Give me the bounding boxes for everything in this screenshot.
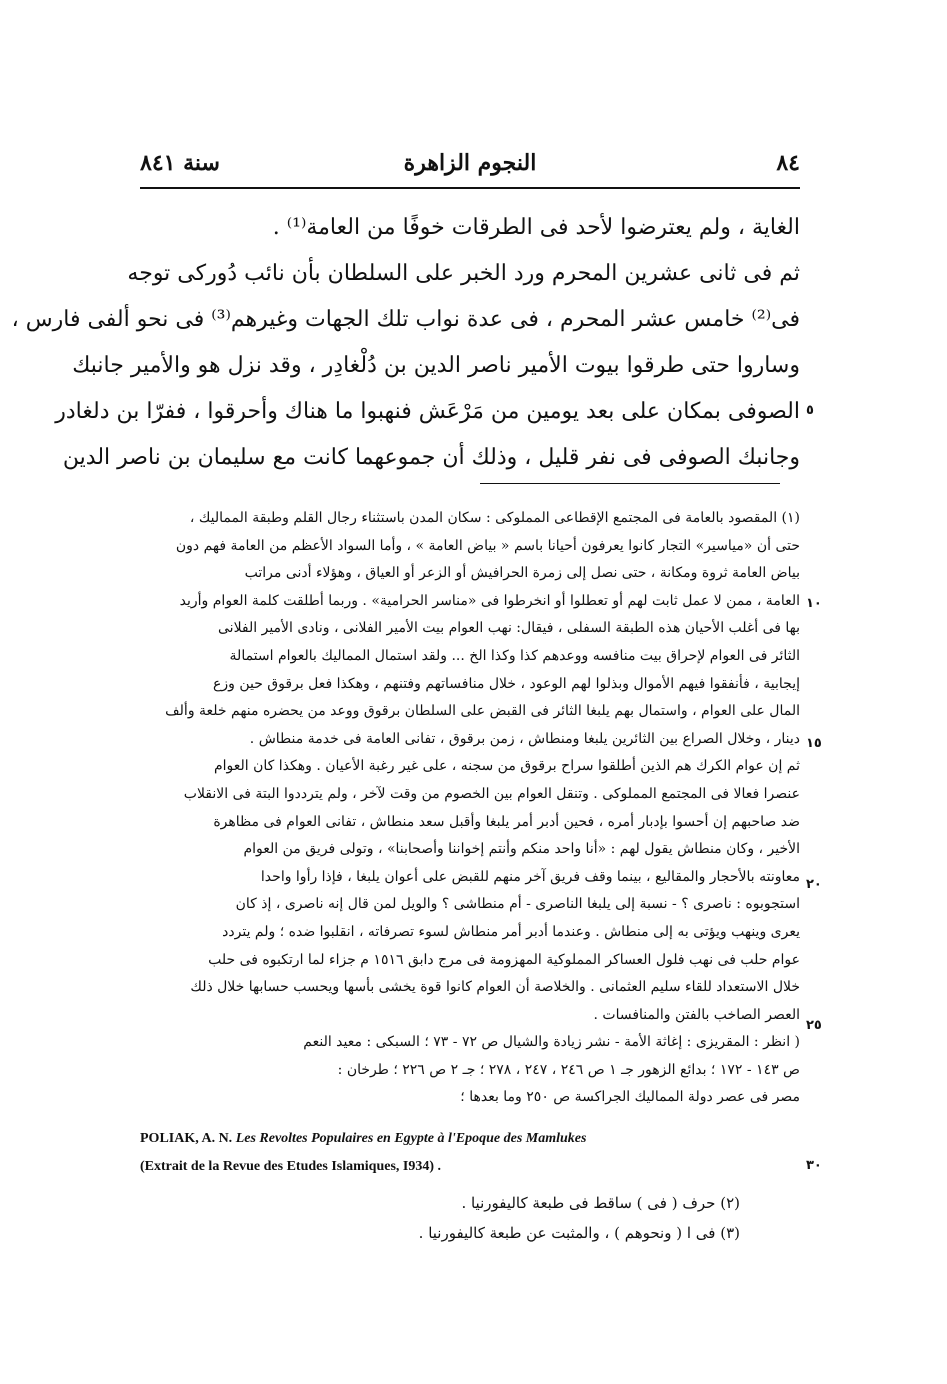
footnote-line: الثائر فى العوام لإحراق بيت منافسه ووعدهم كذا وكذا الخ ... ولقد استمال المماليك بالعوام استمالة	[229, 647, 800, 664]
footnote-line: ضد صاحبهم إن أحسوا بإدبار أمره ، فحين أدبر أمر يلبغا وأقبل سعد منطاش ، تفانى العوام فى مظاهرة	[213, 813, 800, 830]
text-line: الصوفى بمكان على بعد يومين من مَرْعَش فنهبوا ما هناك وأحرقوا ، ففرّا بن دلغادر	[55, 399, 800, 424]
text-line: ثم فى ثانى عشرين المحرم ورد الخبر على السلطان بأن نائب دُوركى توجه	[127, 261, 800, 286]
line-number: ٥	[806, 403, 814, 418]
line-number: ٣٠	[806, 1158, 822, 1173]
footnote-line: العامة ، ممن لا عمل ثابت لهم أو تعطلوا أو انخرطوا فى «مناسر الحرامية» . وربما أطلقت كلمة العوام وأريد	[179, 592, 800, 609]
latin-extract: (Extrait de la Revue des Etudes Islamiques, I934) .	[140, 1159, 442, 1174]
footnote-line: استجوبوه : ناصرى ؟ - نسبة إلى يلبغا الناصرى - أم منطاشى ؟ والويل لمن قال إنه ناصرى ، إذ كان	[235, 896, 800, 913]
header-year: سنة ٨٤١	[140, 150, 220, 176]
footnote-line: بياض العامة ثروة ومكانة ، حتى نصل إلى زمرة الحرافيش أو الزعر أو العياق ، وهؤلاء أدنى مراتب	[244, 565, 800, 582]
footnote-line: ص ١٤٣ - ١٧٢ ؛ بدائع الزهور جـ ١ ص ٢٤٦ ، ٢٤٧ ، ٢٧٨ ؛ جـ ٢ ص ٢٢٦ ؛ طرخان :	[337, 1061, 800, 1078]
footnote-line: إيجابية ، فأنفقوا فيهم الأموال وبذلوا لهم الوعود ، خلال منافساتهم وفتنهم ، وهكذا فعل برقوق حين وزع	[213, 675, 800, 692]
footnote-1	[140, 505, 800, 1112]
text-line: الغاية ، ولم يعترضوا لأحد فى الطرقات خوفًا من العامة⁽¹⁾ .	[272, 215, 800, 240]
footnote-line: (١) المقصود بالعامة فى المجتمع الإقطاعى المملوكى : سكان المدن باستثناء رجال القلم وطبقة المماليك ،	[189, 510, 800, 526]
footnote-line: عنصرا فعالا فى المجتمع المملوكى . وتنقل العوام بين الخصوم من وقت لآخر ، ولم يترددوا البتة فى الانقلاب	[183, 785, 800, 802]
ref-title: Les Revoltes Populaires en Egypte à l'Epoque des Mamlukes	[235, 1131, 587, 1146]
line-number: ٢٥	[806, 1018, 822, 1033]
footnote-line: حتى أن «مياسير» التجار كانوا يعرفون أحيانا باسم « بياض العامة » ، وأما السواد الأعظم من العامة فهم دون	[175, 537, 800, 554]
running-title: النجوم الزاهرة	[403, 150, 537, 176]
footnote-line: المال على العوام ، واستمال بهم يلبغا الثائر فى القبض على السلطان برقوق ووعد من يحضره منهم خلعة وألف	[165, 703, 800, 720]
text-line: وساروا حتى طرقوا بيوت الأمير ناصر الدين بن دُلْغادِر ، وقد نزل هو والأمير جانبك	[72, 353, 800, 378]
line-number: ١٠	[806, 596, 822, 611]
line-number: ١٥	[806, 736, 822, 751]
page-header	[140, 150, 800, 190]
footnote-2: (٢) حرف ( فى ) ساقط فى طبعة كاليفورنيا .	[461, 1194, 740, 1212]
footnote-line: بها فى أغلب الأحيان هذه الطبقة السفلى ، فيقال: نهب العوام بيت الأمير الفلانى ، ونادى الأمير الفلانى	[218, 620, 800, 637]
page-number: ٨٤	[776, 150, 800, 176]
latin-reference	[140, 1131, 800, 1147]
text-line: وجانبك الصوفى فى نفر قليل ، وذلك أن جموعهما كانت مع سليمان بن ناصر الدين	[62, 445, 800, 470]
footnote-line: مصر فى عصر دولة المماليك الجراكسة ص ٢٥٠ وما بعدها ؛	[460, 1089, 800, 1106]
text-line: فى⁽²⁾ خامس عشر المحرم ، فى عدة نواب تلك الجهات وغيرهم⁽³⁾ فى نحو ألفى فارس ،	[11, 307, 800, 332]
footnote-separator	[480, 483, 780, 484]
footnote-line: خلال الاستعداد للقاء سليم العثمانى . والخلاصة أن العوام كانوا قوة يخشى بأسها ويحسب حسابها خلال ذلك	[190, 979, 800, 996]
main-text	[11, 205, 800, 481]
footnote-3: (٣) فى ا ( ونحوهم ) ، والمثبت عن طبعة كاليفورنيا .	[418, 1224, 740, 1242]
footnote-line: عوام حلب فى نهب فلول العساكر المملوكية المهزومة فى مرج دابق ١٥١٦ م جزاء لما ارتكبوه فى حلب	[208, 951, 800, 968]
line-number: ٢٠	[806, 877, 822, 892]
footnote-line: يعرى وينهب ويؤتى به إلى منطاش . وعندما أدبر أمر منطاش لسوء تصرفاته ، انقلبوا ضده ؛ ولم يتردد	[222, 923, 800, 940]
footnote-line: ( انظر : المقريزى : إغاثة الأمة - نشر زيادة والشيال ص ٧٢ - ٧٣ ؛ السبكى : معيد النعم	[303, 1034, 800, 1051]
ref-author: POLIAK, A. N.	[140, 1131, 233, 1146]
footnote-line: معاونته بالأحجار والمقاليع ، بينما وقف فريق آخر منهم للقبض على أعوان يلبغا ، فإذا رأوا واحدا	[260, 868, 800, 885]
footnote-line: العصر الصاخب بالفتن والمنافسات .	[593, 1006, 800, 1023]
footnote-line: دينار ، وخلال الصراع بين الثائرين يلبغا ومنطاش ، زمن برقوق ، تفانى العامة فى خدمة منطاش .	[249, 730, 800, 747]
footnotes-2-3	[140, 1188, 740, 1248]
header-rule	[140, 187, 800, 189]
footnote-line: ثم إن عوام الكرك هم الذين أطلقوا سراح برقوق من سجنه ، على غير رغبة الأعيان . وهكذا كان العوام	[213, 758, 800, 775]
footnote-line: الأخير ، وكان منطاش يقول لهم : «أنا واحد منكم وأنتم إخواننا وأصحابنا» ، وتولى فريق من العوام	[243, 841, 800, 858]
